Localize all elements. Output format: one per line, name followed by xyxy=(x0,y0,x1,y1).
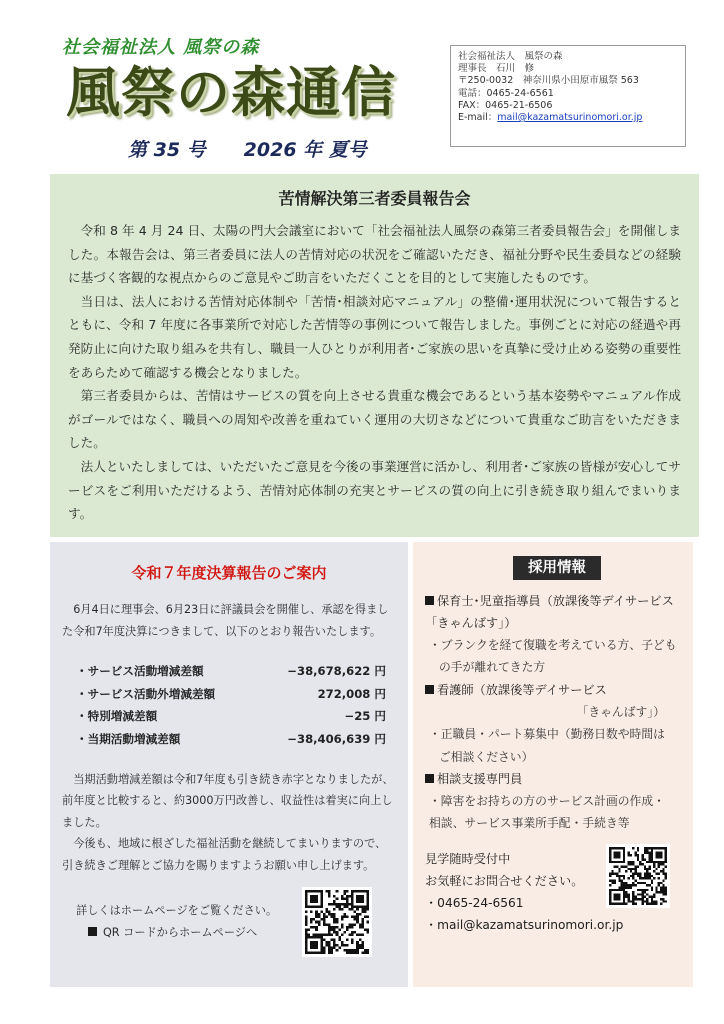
job-title-text: 相談支援専門員 xyxy=(437,772,523,787)
recruit-contact-line: お気軽にお問合せください。 xyxy=(425,874,584,888)
organization-subtitle: 社会福祉法人 風祭の森 xyxy=(62,37,260,58)
job-title-text: 看護師（放課後等デイサービス xyxy=(437,682,607,697)
finance-row xyxy=(76,683,396,706)
recruit-contact xyxy=(425,848,623,936)
report-title: 苦情解決第三者委員報告会 xyxy=(278,189,471,208)
email-link[interactable]: mail@kazamatsurinomori.or.jp xyxy=(497,112,643,124)
contact-line: 〒250-0032 神奈川県小田原市風祭 563 xyxy=(458,75,639,87)
job-title-counselor xyxy=(425,768,683,790)
job-note xyxy=(425,790,683,835)
finance-value: −38,678,622 円 xyxy=(287,664,386,679)
square-bullet-icon xyxy=(88,927,97,936)
job-note-line: ・正職員・パート募集中（勤務日数や時間は xyxy=(429,727,665,742)
finance-body xyxy=(62,769,396,877)
homepage-qr-note xyxy=(76,922,277,944)
homepage-qr-code[interactable] xyxy=(302,887,372,957)
report-paragraph: 当日は、法人における苦情対応体制や「苦情･相談対応マニュアル」の整備･運用状況について報告するとともに、令和 7 年度に各事業所で対応した苦情等の事例について報告しました。事例ごとに対応の経過や再発防止に向けた取り組みを共有し、職員一人ひとりが利用者･ご家族の思いを真摯に受け止める姿勢の重要性をあらためて確認する機会となりました。 xyxy=(68,293,681,380)
job-title-continuation: 「きゃんばす」） xyxy=(576,704,665,719)
homepage-qr-label: QR コードからホームページへ xyxy=(103,926,258,939)
issue-number: 第 35 号 xyxy=(128,139,206,161)
newsletter-title: 風祭の森通信 xyxy=(66,60,396,124)
report-paragraph: 第三者委員からは、苦情はサービスの質を向上させる貴重な機会であるという基本姿勢やマニュアル作成がゴールではなく、職員への周知や改善を重ねていく運用の大切さなどについて貴重なご助言をいただきました。 xyxy=(68,388,681,451)
contact-line: 社会福祉法人 風祭の森 xyxy=(458,51,563,62)
financial-report-section xyxy=(50,542,408,987)
finance-title: 令和７年度決算報告のご案内 xyxy=(131,564,327,582)
recruitment-section xyxy=(413,542,693,987)
complaint-report-section xyxy=(50,174,699,537)
finance-label: ・サービス活動外増減差額 xyxy=(76,686,216,701)
recruit-contact-line: 見学随時受付中 xyxy=(425,852,511,866)
contact-line: FAX：0465-21-6506 xyxy=(458,99,553,111)
finance-row xyxy=(76,728,396,751)
finance-row xyxy=(76,705,396,728)
square-bullet-icon xyxy=(425,685,434,694)
finance-value: −38,406,639 円 xyxy=(287,731,386,746)
homepage-note xyxy=(76,900,277,944)
email-prefix: E-mail： xyxy=(458,112,498,124)
finance-label: ・当期活動増減差額 xyxy=(76,731,181,746)
report-paragraph: 法人といたしましては、いただいたご意見を今後の事業運営に活かし、利用者･ご家族の皆様が安心してサービスをご利用いただけるよう、苦情対応体制の充実とサービスの質の向上に引き続き取り組んでまいります。 xyxy=(68,458,681,522)
job-note xyxy=(425,634,683,679)
finance-intro: 6月4日に理事会、6月23日に評議員会を開催し、承認を得ました令和7年度決算につきまして、以下のとおり報告いたします。 xyxy=(62,603,389,638)
finance-label: ・サービス活動増減差額 xyxy=(76,664,204,679)
homepage-note-line: 詳しくはホームページをご覧ください。 xyxy=(76,904,278,917)
job-note-line: ご相談ください） xyxy=(439,749,534,764)
finance-value: −25 円 xyxy=(344,709,386,724)
report-paragraph: 令和 8 年 4 月 24 日、太陽の門大会議室において「社会福祉法人風祭の森第三者委員報告会」を開催しました。本報告会は、第三者委員に法人の苦情対応の状況をご確認いただき、福祉分野や民生委員などの経験に基づく客観的な視点からのご意見やご助言をいただくことを目的として実施したものです。 xyxy=(68,223,681,286)
issue-date: 2026 年 夏号 xyxy=(243,139,367,161)
job-note-line: ・ブランクを経て復職を考えている方、子ども xyxy=(429,638,677,652)
job-note-line: 相談、サービス事業所手配・手続き等 xyxy=(429,816,630,831)
job-title-nurse xyxy=(425,679,683,701)
contact-email-line xyxy=(458,112,678,124)
finance-paragraph: 当期活動増減差額は令和7年度も引き続き赤字となりましたが、前年度と比較すると、約3000万円改善し、収益性は着実に向上しました。 xyxy=(62,772,394,829)
job-note-line: ・障害をお持ちの方のサービス計画の作成・ xyxy=(429,794,665,809)
square-bullet-icon xyxy=(425,774,434,783)
contact-line: 理事長 石川 修 xyxy=(458,63,535,75)
issue-line xyxy=(128,135,367,162)
job-title-childcare xyxy=(425,590,683,634)
contact-box xyxy=(450,45,686,147)
report-body xyxy=(68,219,681,526)
job-note xyxy=(425,701,683,768)
finance-label: ・特別増減差額 xyxy=(76,709,158,724)
finance-row xyxy=(76,660,396,683)
job-title-text: 保育士･児童指導員（放課後等デイサービス「きゃんばす」） xyxy=(425,594,674,630)
contact-line: 電話：0465-24-6561 xyxy=(458,87,554,99)
recruit-qr-code[interactable] xyxy=(606,844,670,908)
square-bullet-icon xyxy=(425,596,434,605)
finance-table xyxy=(76,660,396,750)
recruit-badge: 採用情報 xyxy=(513,556,601,580)
finance-value: 272,008 円 xyxy=(317,686,386,701)
recruit-phone[interactable]: ・0465-24-6561 xyxy=(425,896,524,910)
recruit-email[interactable]: ・mail@kazamatsurinomori.or.jp xyxy=(425,918,624,932)
finance-paragraph: 今後も、地域に根ざした福祉活動を継続してまいりますので、引き続きご理解とご協力を賜りますようお願い申し上げます。 xyxy=(62,837,387,872)
job-note-line: の手が離れてきた方 xyxy=(439,660,546,675)
